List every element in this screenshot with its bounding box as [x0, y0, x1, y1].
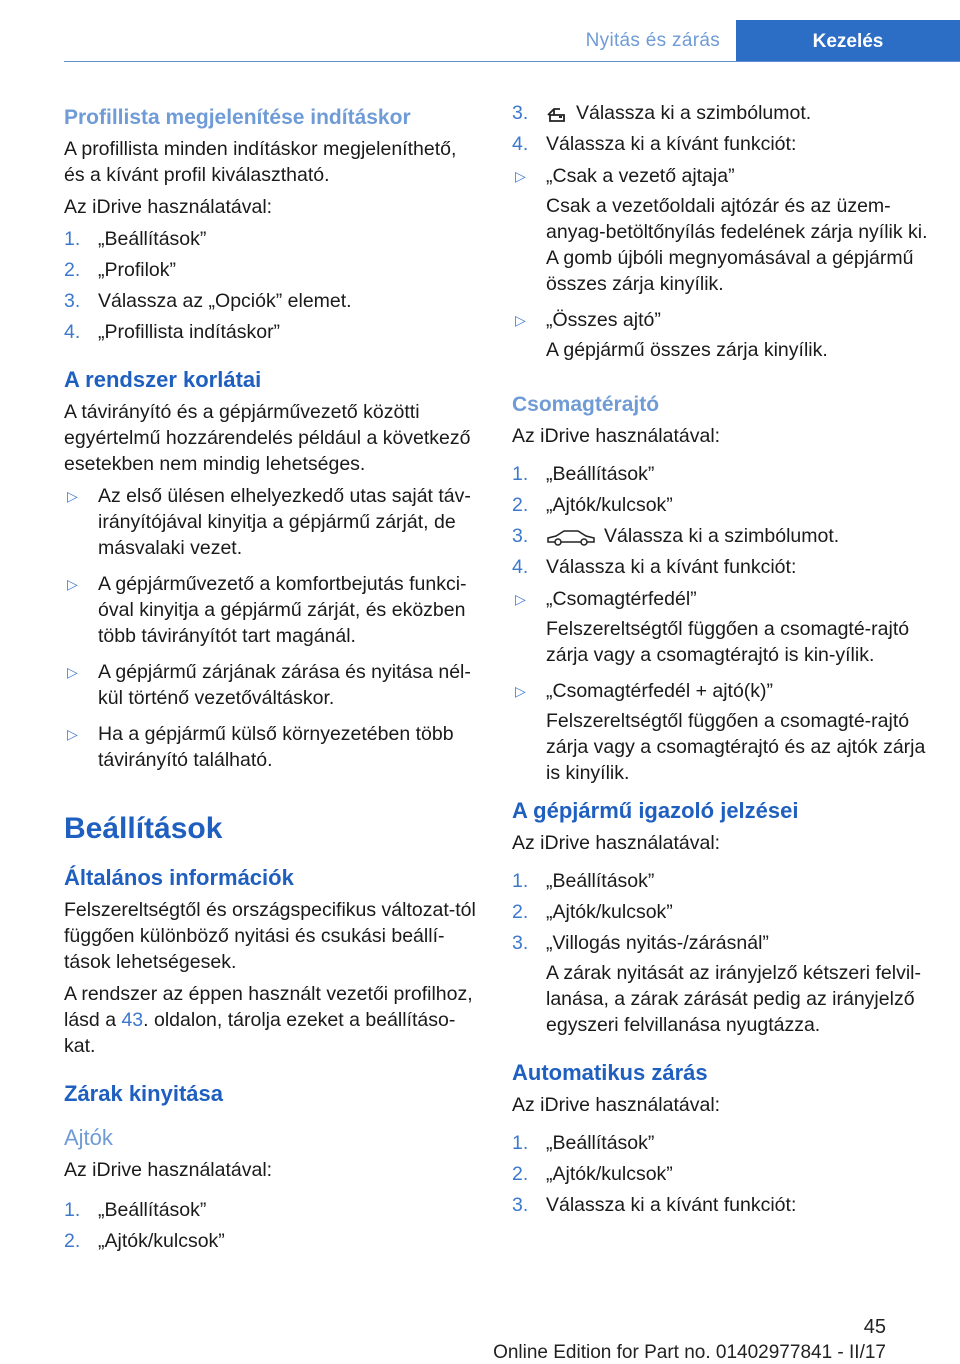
list-item: ▷ „Összes ajtó” A gépjármű összes zárja kinyílik. — [515, 309, 828, 361]
left-column — [64, 100, 480, 1260]
paragraph: Az iDrive használatával: — [512, 832, 721, 854]
list-item: 2. „Profilok” — [64, 259, 177, 281]
heading-tailgate: Csomagtérajtó — [512, 393, 660, 416]
list-item: 3. Válassza az „Opciók” elemet. — [64, 290, 352, 312]
steps-list — [64, 226, 480, 345]
page-header — [0, 20, 960, 62]
list-item: 2. „Ajtók/kulcsok” — [64, 1230, 225, 1252]
list-item: ▷ „Csak a vezető ajtaja” Csak a vezetőoldali ajtózár és az üzem-anyag-betöltőnyílás fedelének zárja nyílik ki. A gomb újbóli megnyomásával a gépjármű összes zárja kinyílik. — [515, 165, 928, 295]
list-item: ▷ Az első ülésen elhelyezkedő utas saját táv-irányítójával kinyitja a gépjármű zárját, de másvalaki vezet. — [67, 485, 471, 559]
list-item: 4. Válassza ki a kívánt funkciót: — [512, 556, 797, 578]
list-item: 2. „Ajtók/kulcsok” — [512, 494, 673, 516]
list-item: ▷ Ha a gépjármű külső környezetében több távirányító található. — [67, 723, 454, 771]
paragraph: Az iDrive használatával: — [512, 425, 721, 447]
chapter-tab[interactable]: Kezelés — [736, 20, 960, 62]
paragraph: Az iDrive használatával: — [512, 1094, 721, 1116]
right-column — [512, 100, 928, 1224]
heading-profile-list: Profillista megjelenítése indításkor — [64, 106, 411, 129]
paragraph: Felszereltségtől és országspecifikus változat-tól függően különböző nyitási és csukási beállí-tások lehetségesek. — [64, 899, 476, 973]
triangle-bullet-icon: ▷ — [515, 168, 526, 184]
steps-list — [64, 1197, 480, 1254]
triangle-bullet-icon: ▷ — [515, 683, 526, 699]
list-item: 4. Válassza ki a kívánt funkciót: — [512, 133, 797, 155]
car-door-icon — [546, 105, 568, 123]
list-item: ▷ „Csomagtérfedél + ajtó(k)” Felszereltségtől függően a csomagté-rajtó zárja vagy a csomagtérajtó és az ajtók zárja is kinyílik. — [515, 680, 926, 784]
heading-settings: Beállítások — [64, 812, 223, 845]
list-item: 4. „Profillista indításkor” — [64, 321, 281, 343]
list-item: 2. „Ajtók/kulcsok” — [512, 1163, 673, 1185]
bullet-list — [64, 483, 480, 773]
steps-list — [512, 461, 928, 580]
car-tailgate-icon — [546, 528, 596, 546]
heading-auto-lock: Automatikus zárás — [512, 1060, 708, 1085]
list-item: 1. „Beállítások” — [512, 870, 655, 892]
bullet-list — [512, 586, 928, 786]
triangle-bullet-icon: ▷ — [515, 591, 526, 607]
paragraph: A távirányító és a gépjárművezető közötti egyértelmű hozzárendelés például a következő esetekben nem mindig lehetséges. — [64, 401, 471, 475]
triangle-bullet-icon: ▷ — [67, 726, 78, 742]
heading-doors: Ajtók — [64, 1125, 113, 1150]
list-item: 3. Válassza ki a szimbólumot. — [512, 102, 812, 124]
page-number: 45 — [863, 1316, 886, 1338]
triangle-bullet-icon: ▷ — [67, 488, 78, 504]
heading-general-info: Általános információk — [64, 865, 294, 890]
list-item: ▷ A gépjárművezető a komfortbejutás funkci-óval kinyitja a gépjármű zárját, és eközben több távirányítót tart magánál. — [67, 573, 467, 647]
triangle-bullet-icon: ▷ — [515, 312, 526, 328]
list-item: 1. „Beállítások” — [512, 1132, 655, 1154]
triangle-bullet-icon: ▷ — [67, 576, 78, 592]
paragraph: A rendszer az éppen használt vezetői profilhoz, lásd a 43. oldalon, tárolja ezeket a beállításo-kat. — [64, 983, 473, 1057]
list-item: 3. „Villogás nyitás-/zárásnál” A zárak nyitását az irányjelző kétszeri felvil-lanása, a zárak zárását pedig az irányjelző egyszeri felvillanása nyugtázza. — [512, 932, 921, 1036]
paragraph: Az iDrive használatával: — [64, 196, 273, 218]
list-item: ▷ „Csomagtérfedél” Felszereltségtől függően a csomagté-rajtó zárja vagy a csomagtérajtó is kin-yílik. — [515, 588, 910, 666]
paragraph: A profillista minden indításkor megjeleníthető, és a kívánt profil kiválasztható. — [64, 138, 457, 186]
triangle-bullet-icon: ▷ — [67, 664, 78, 680]
page-link[interactable]: 43 — [121, 1009, 144, 1031]
paragraph: Az iDrive használatával: — [64, 1159, 273, 1181]
header-rule — [64, 61, 960, 62]
list-item: 3. Válassza ki a szimbólumot. — [512, 525, 840, 547]
steps-list — [512, 868, 928, 1038]
edition-note: Online Edition for Part no. 01402977841 - II/17 — [493, 1342, 886, 1363]
heading-unlocking: Zárak kinyitása — [64, 1081, 223, 1106]
list-item: 1. „Beállítások” — [64, 228, 207, 250]
list-item: 2. „Ajtók/kulcsok” — [512, 901, 673, 923]
list-item: 1. „Beállítások” — [512, 463, 655, 485]
heading-confirmation-signals: A gépjármű igazoló jelzései — [512, 798, 799, 823]
bullet-list — [512, 163, 928, 363]
list-item: 1. „Beállítások” — [64, 1199, 207, 1221]
list-item: 3. Válassza ki a kívánt funkciót: — [512, 1194, 797, 1216]
steps-list — [512, 100, 928, 157]
section-title: Nyitás és zárás — [585, 30, 720, 51]
list-item: ▷ A gépjármű zárjának zárása és nyitása nél-kül történő vezetőváltáskor. — [67, 661, 471, 709]
heading-system-limits: A rendszer korlátai — [64, 367, 262, 392]
steps-list — [512, 1130, 928, 1218]
